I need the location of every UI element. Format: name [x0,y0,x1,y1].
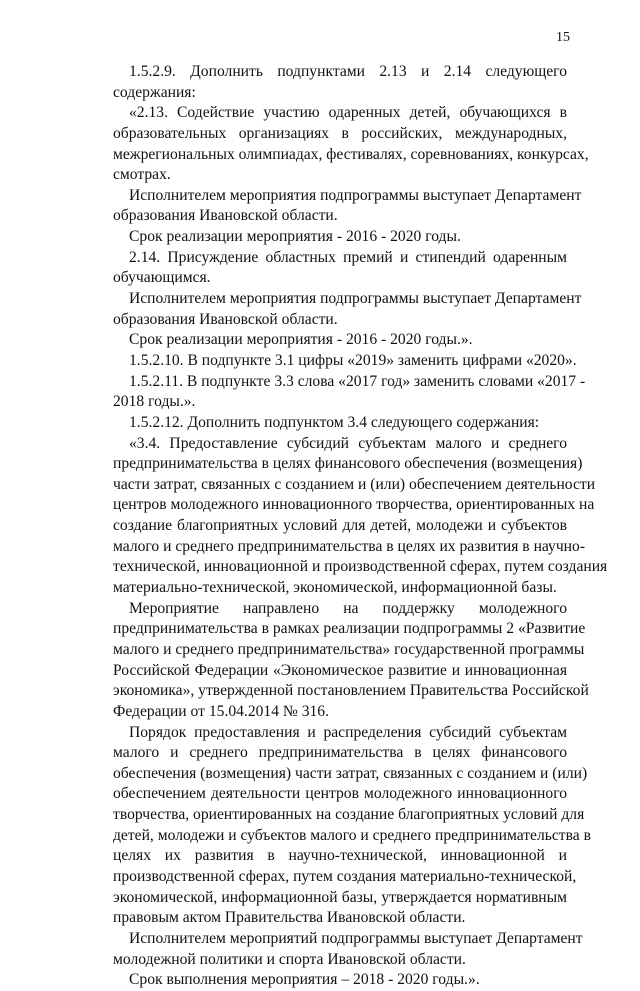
text-line: Исполнителем мероприятия подпрограммы выступает Департамент [129,290,582,308]
text-line: Исполнителем мероприятий подпрограммы выступает Департамент [129,929,583,947]
text-line: 2018 годы.». [113,393,196,411]
page-number: 15 [556,30,570,45]
text-line: Срок реализации мероприятия - 2016 - 2020 годы. [129,228,461,246]
text-line: 2.14. Присуждение областных премий и стипендий одаренным [129,248,567,266]
text-line: целях их развития в научно-технической, инновационной и [113,847,567,865]
text-line: образовательных организациях в российских, международных, [113,124,567,142]
text-line: обеспечением деятельности центров молодежного инновационного [113,785,567,803]
text-line: 1.5.2.12. Дополнить подпунктом 3.4 следующего содержания: [129,413,540,431]
text-line: детей, молодежи и субъектов малого и среднего предпринимательства в [113,826,591,844]
text-line: создание благоприятных условий для детей, молодежи и субъектов [113,517,567,535]
text-line: 1.5.2.10. В подпункте 3.1 цифры «2019» заменить цифрами «2020». [129,351,577,369]
text-line: материально-технической, экономической, информационной базы. [113,579,557,597]
text-line: производственной сферах, путем создания материально-технической, [113,867,577,885]
text-line: Порядок предоставления и распределения субсидий субъектам [129,723,567,741]
text-line: Федерации от 15.04.2014 № 316. [113,702,329,720]
text-line: образования Ивановской области. [113,207,338,225]
text-line: Российской Федерации «Экономическое развитие и инновационная [113,661,567,679]
text-line: межрегиональных олимпиадах, фестивалях, соревнованиях, конкурсах, [113,145,589,163]
text-line: Мероприятие направлено на поддержку молодежного [129,599,567,617]
text-line: правовым актом Правительства Ивановской области. [113,909,466,927]
text-line: малого и среднего предпринимательства в целях их развития в научно- [113,537,586,555]
text-line: части затрат, связанных с созданием и (или) обеспечением деятельности [113,475,596,493]
text-line: обучающимся. [113,269,211,287]
text-line: Срок реализации мероприятия - 2016 - 2020 годы.». [129,331,473,349]
text-line: образования Ивановской области. [113,310,338,328]
text-line: экономической, информационной базы, утверждается нормативным [113,888,567,906]
text-line: экономика», утвержденной постановлением Правительства Российской [113,682,589,700]
text-line: Исполнителем мероприятия подпрограммы выступает Департамент [129,186,582,204]
text-line: «3.4. Предоставление субсидий субъектам малого и среднего [129,434,567,452]
text-line: Срок выполнения мероприятия – 2018 - 2020 годы.». [129,971,480,989]
text-line: предпринимательства в рамках реализации подпрограммы 2 «Развитие [113,620,586,638]
text-line: малого и среднего предпринимательства» государственной программы [113,640,585,658]
text-line: центров молодежного инновационного творчества, ориентированных на [113,496,595,514]
text-line: содержания: [113,83,196,101]
document-body [113,62,608,991]
text-line: 1.5.2.11. В подпункте 3.3 слова «2017 год» заменить словами «2017 - [129,372,586,390]
text-line: технической, инновационной и производственной сферах, путем создания [113,558,608,576]
text-line: обеспечения (возмещения) части затрат, связанных с созданием и (или) [113,764,588,782]
text-line: малого и среднего предпринимательства в целях финансового [113,744,567,762]
text-line: 1.5.2.9. Дополнить подпунктами 2.13 и 2.14 следующего [129,63,567,80]
text-line: творчества, ориентированных на создание благоприятных условий для [113,806,585,824]
text-line: предпринимательства в целях финансового обеспечения (возмещения) [113,455,583,473]
text-line: «2.13. Содействие участию одаренных детей, обучающихся в [129,104,567,122]
text-line: молодежной политики и спорта Ивановской области. [113,950,466,968]
text-line: смотрах. [113,166,171,184]
